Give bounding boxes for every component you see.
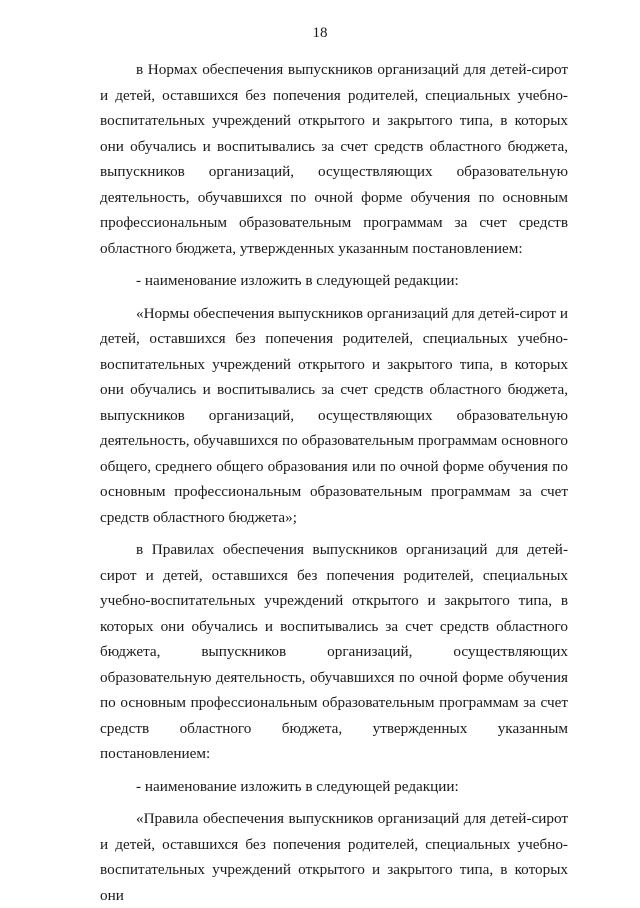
paragraph-rules-amendment: в Правилах обеспечения выпускников организаций для детей-сирот и детей, оставшихся без попечения родителей, специальных учебно-воспитательных учреждений открытого и закрытого типа, в которых они обучались и воспитывались за счет средств областного бюджета, выпускников организаций, осуществляющих образовательную деятельность, обучавшихся по очной форме обучения по основным профессиональным образовательным программам за счет средств областного бюджета, утвержденных указанным постановлением: bbox=[100, 541, 568, 762]
paragraph-rules-new-title: «Правила обеспечения выпускников организаций для детей-сирот и детей, оставшихся без попечения родителей, специальных учебно-воспитательных учреждений открытого и закрытого типа, в которых они bbox=[100, 810, 568, 904]
paragraph-norms-new-title: «Нормы обеспечения выпускников организаций для детей-сирот и детей, оставшихся без попечения родителей, специальных учебно-воспитательных учреждений открытого и закрытого типа, в которых они обучались и воспитывались за счет средств областного бюджета, выпускников организаций, осуществляющих образовательную деятельность, обучавшихся по образовательным программам основного общего, среднего общего образования или по очной форме обучения по основным профессиональным образовательным программам за счет средств областного бюджета»; bbox=[100, 304, 568, 526]
paragraph-rename-instruction: - наименование изложить в следующей редакции: bbox=[136, 272, 459, 289]
paragraph-rename-instruction-2: - наименование изложить в следующей редакции: bbox=[136, 777, 459, 795]
page-number: 18 bbox=[312, 25, 328, 41]
document-body bbox=[100, 57, 568, 908]
paragraph-norms-amendment: в Нормах обеспечения выпускников организаций для детей-сирот и детей, оставшихся без попечения родителей, специальных учебно-воспитательных учреждений открытого и закрытого типа, в которых они обучались и воспитывались за счет средств областного бюджета, выпускников организаций, осуществляющих образовательную деятельность, обучавшихся по очной форме обучения по основным профессиональным образовательным программам за счет средств областного бюджета, утвержденных указанным постановлением: bbox=[100, 61, 568, 257]
